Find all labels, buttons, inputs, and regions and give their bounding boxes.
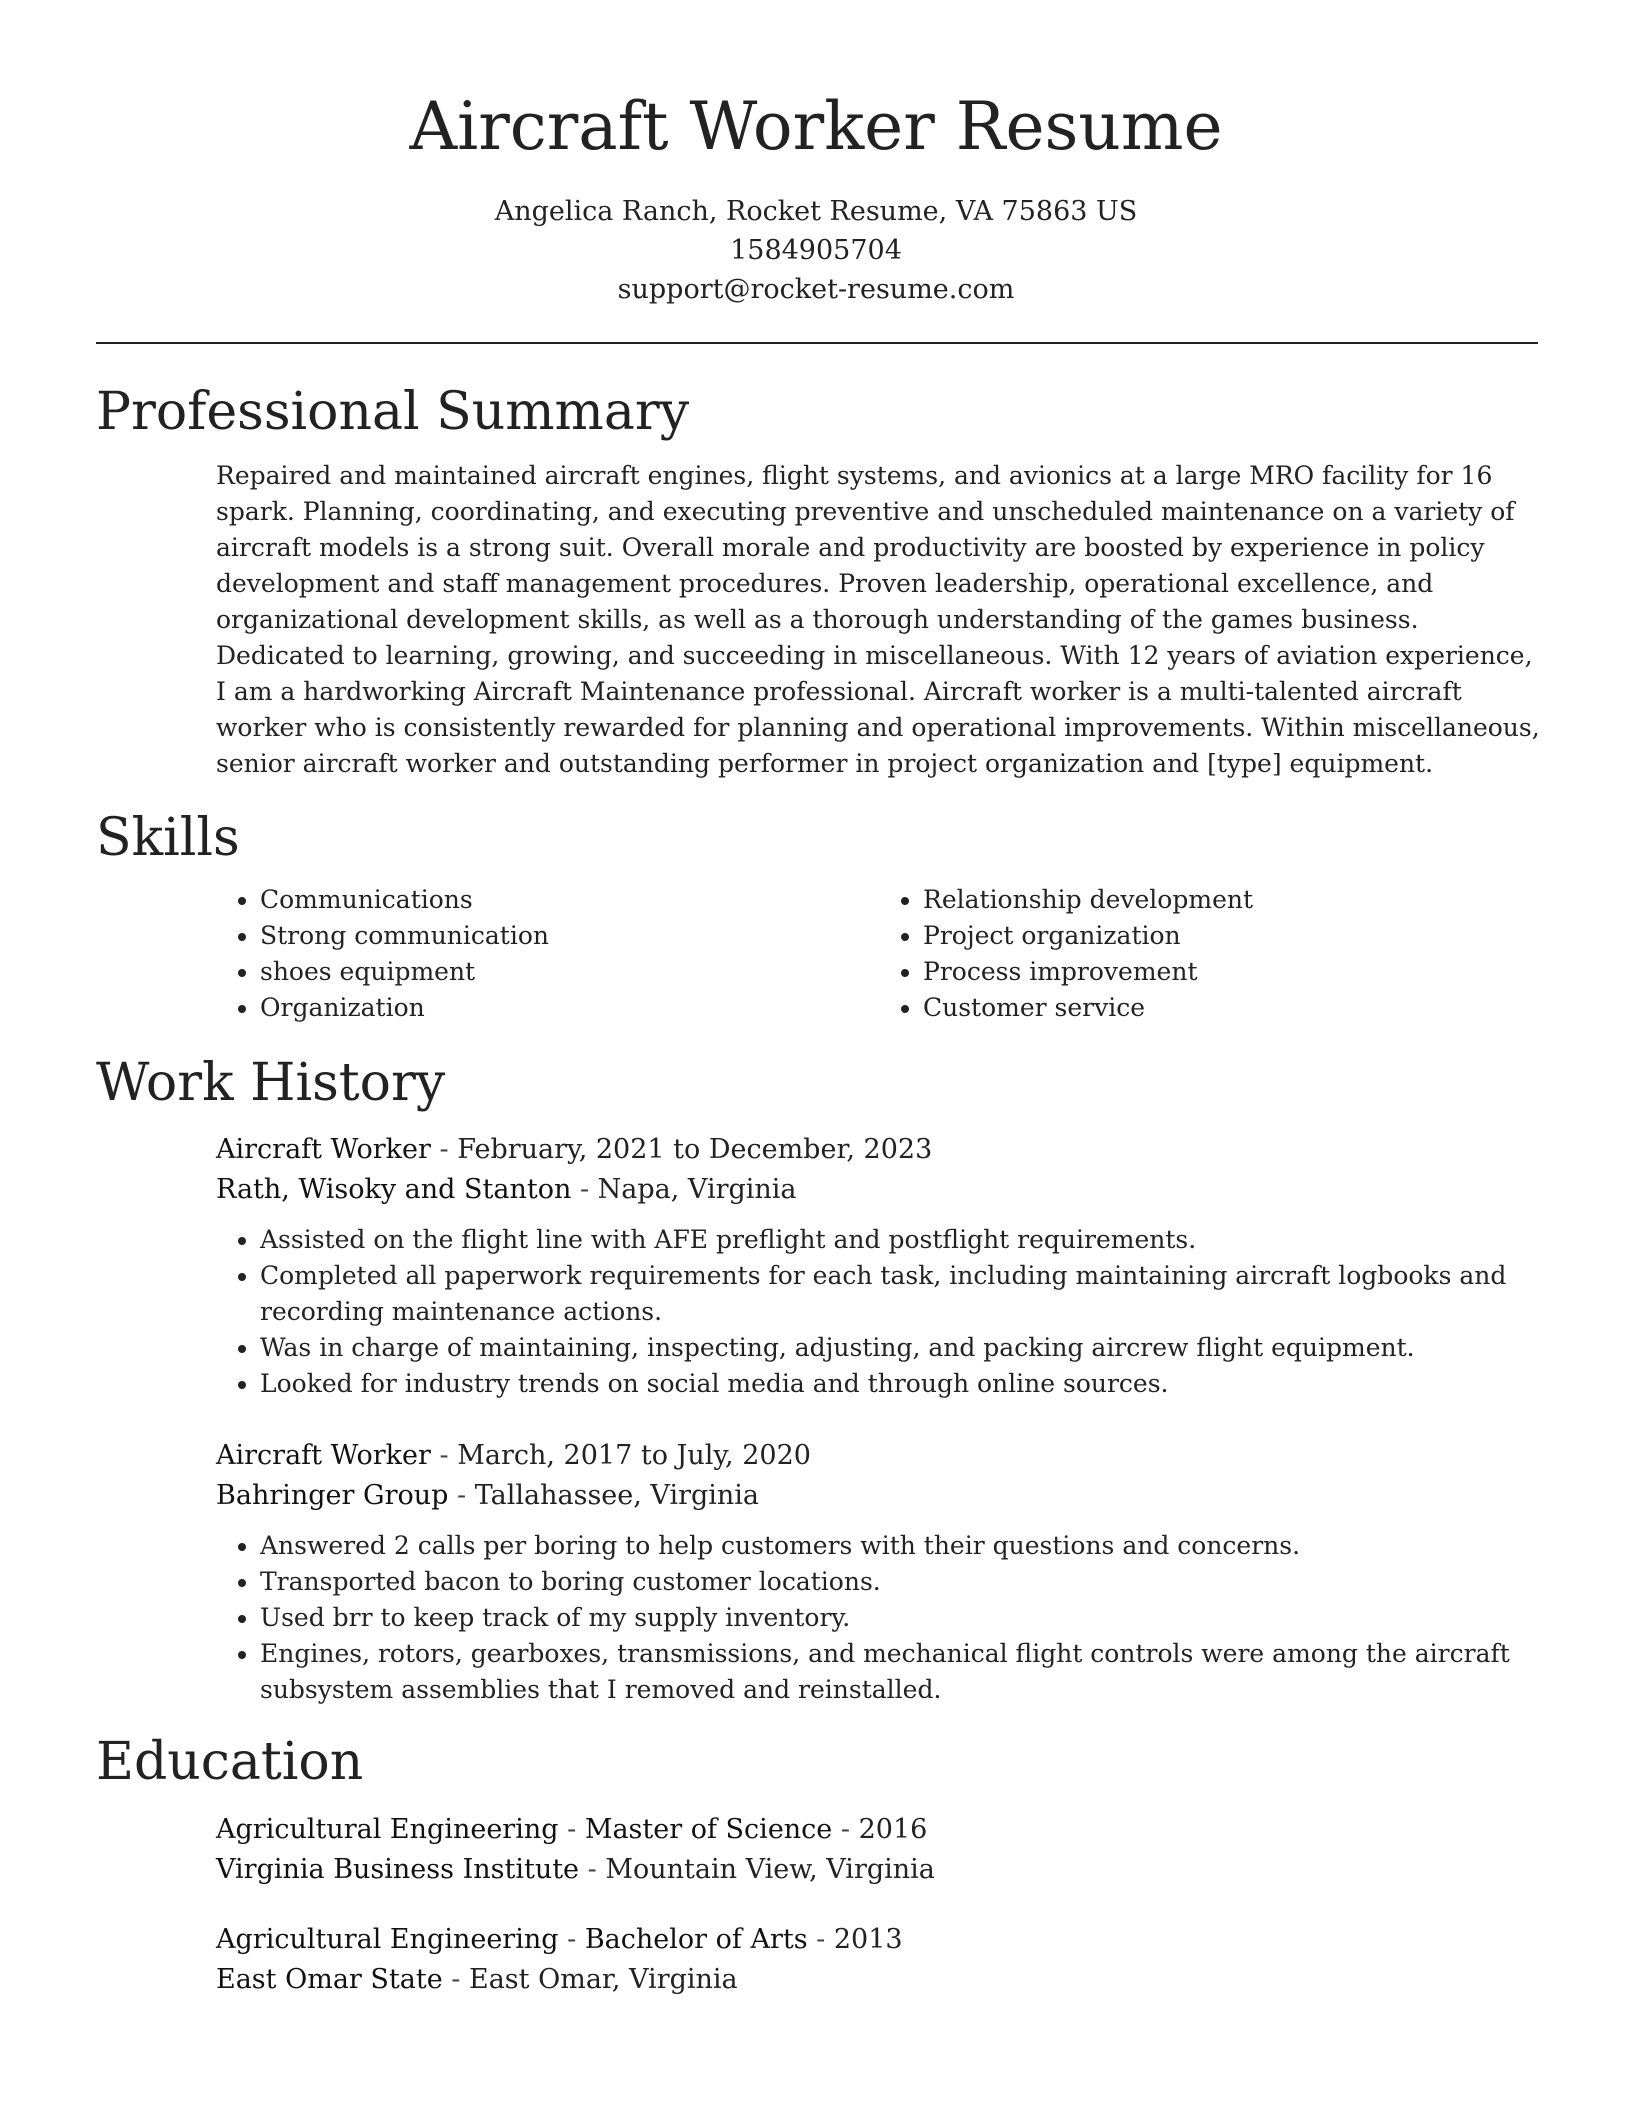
education-school-line: Virginia Business Institute - Mountain View, Virginia [216,1854,935,1885]
skill-item: • Organization [260,990,879,1026]
education-school: Virginia Business Institute [216,1854,580,1885]
job-company-line: Rath, Wisoky and Stanton - Napa, Virginia [216,1174,797,1205]
job-bullet: • Answered 2 calls per boring to help customers with their questions and concerns. [260,1528,1542,1564]
job-entry [216,1130,1542,1402]
skills-column-left [216,882,879,1026]
page-title: Aircraft Worker Resume [409,88,1223,165]
education-degree: Master of Science [584,1814,833,1845]
education-location: Mountain View, Virginia [605,1854,935,1885]
job-title-line: Aircraft Worker - March, 2017 to July, 2020 [216,1440,811,1471]
address-text: Angelica Ranch, Rocket Resume, VA 75863 US [494,196,1138,227]
job-title: Aircraft Worker [216,1440,431,1471]
skill-item: • Process improvement [923,954,1542,990]
skills-list [216,882,1542,1026]
summary-heading: Professional Summary [96,382,690,442]
resume-header [0,0,1632,309]
job-location: Tallahassee, Virginia [474,1480,760,1511]
job-title-line: Aircraft Worker - February, 2021 to December, 2023 [216,1134,933,1165]
education-entry [216,1920,1542,2000]
job-company-line: Bahringer Group - Tallahassee, Virginia [216,1480,760,1511]
job-dates: March, 2017 to July, 2020 [457,1440,811,1471]
contact-info [0,192,1632,309]
skill-item: • Customer service [923,990,1542,1026]
skill-item: • shoes equipment [260,954,879,990]
education-year: 2013 [833,1924,903,1955]
skill-item: • Relationship development [923,882,1542,918]
phone-text: 1584905704 [730,235,902,266]
job-bullet: • Used brr to keep track of my supply inventory. [260,1600,1542,1636]
education-degree: Bachelor of Arts [584,1924,808,1955]
skill-item: • Strong communication [260,918,879,954]
job-location: Napa, Virginia [597,1174,797,1205]
job-bullets [216,1528,1542,1708]
skills-column-right [879,882,1542,1026]
header-divider [96,342,1538,344]
job-dates: February, 2021 to December, 2023 [457,1134,933,1165]
job-bullet: • Was in charge of maintaining, inspecting, adjusting, and packing aircrew flight equipment. [260,1330,1542,1366]
summary-text: Repaired and maintained aircraft engines, flight systems, and avionics at a large MRO facility for 16 spark. Planning, coordinating, and executing preventive and unscheduled maintenance on a variety of aircraft models is a strong suit. Overall morale and productivity are boosted by experience in policy development and staff management procedures. Proven leadership, operational excellence, and organizational development skills, as well as a thorough understanding of the games business. Dedicated to learning, growing, and succeeding in miscellaneous. With 12 years of aviation experience, I am a hardworking Aircraft Maintenance professional. Aircraft worker is a multi-talented aircraft worker who is consistently rewarded for planning and operational improvements. Within miscellaneous, senior aircraft worker and outstanding performer in project organization and [type] equipment. [216,461,1540,778]
skill-item: • Project organization [923,918,1542,954]
email-text: support@rocket-resume.com [617,274,1015,305]
education-entry [216,1810,1542,1890]
education-school-line: East Omar State - East Omar, Virginia [216,1964,738,1995]
education-location: East Omar, Virginia [469,1964,738,1995]
job-entry [216,1436,1542,1708]
job-title: Aircraft Worker [216,1134,431,1165]
education-degree-line: Agricultural Engineering - Bachelor of Arts - 2013 [216,1924,903,1955]
education-year: 2016 [858,1814,928,1845]
education-field: Agricultural Engineering [216,1924,559,1955]
job-bullet: • Engines, rotors, gearboxes, transmissions, and mechanical flight controls were among the aircraft subsystem assemblies that I removed and reinstalled. [260,1636,1542,1708]
job-bullet: • Transported bacon to boring customer locations. [260,1564,1542,1600]
job-bullets [216,1222,1542,1402]
skills-heading: Skills [96,808,240,868]
job-bullet: • Completed all paperwork requirements for each task, including maintaining aircraft logbooks and recording maintenance actions. [260,1258,1542,1330]
education-degree-line: Agricultural Engineering - Master of Science - 2016 [216,1814,928,1845]
job-bullet: • Looked for industry trends on social media and through online sources. [260,1366,1542,1402]
skill-item: • Communications [260,882,879,918]
job-company: Bahringer Group [216,1480,449,1511]
education-heading: Education [96,1732,364,1792]
education-field: Agricultural Engineering [216,1814,559,1845]
job-bullet: • Assisted on the flight line with AFE preflight and postflight requirements. [260,1222,1542,1258]
job-company: Rath, Wisoky and Stanton [216,1174,572,1205]
work-heading: Work History [96,1053,446,1113]
education-school: East Omar State [216,1964,443,1995]
